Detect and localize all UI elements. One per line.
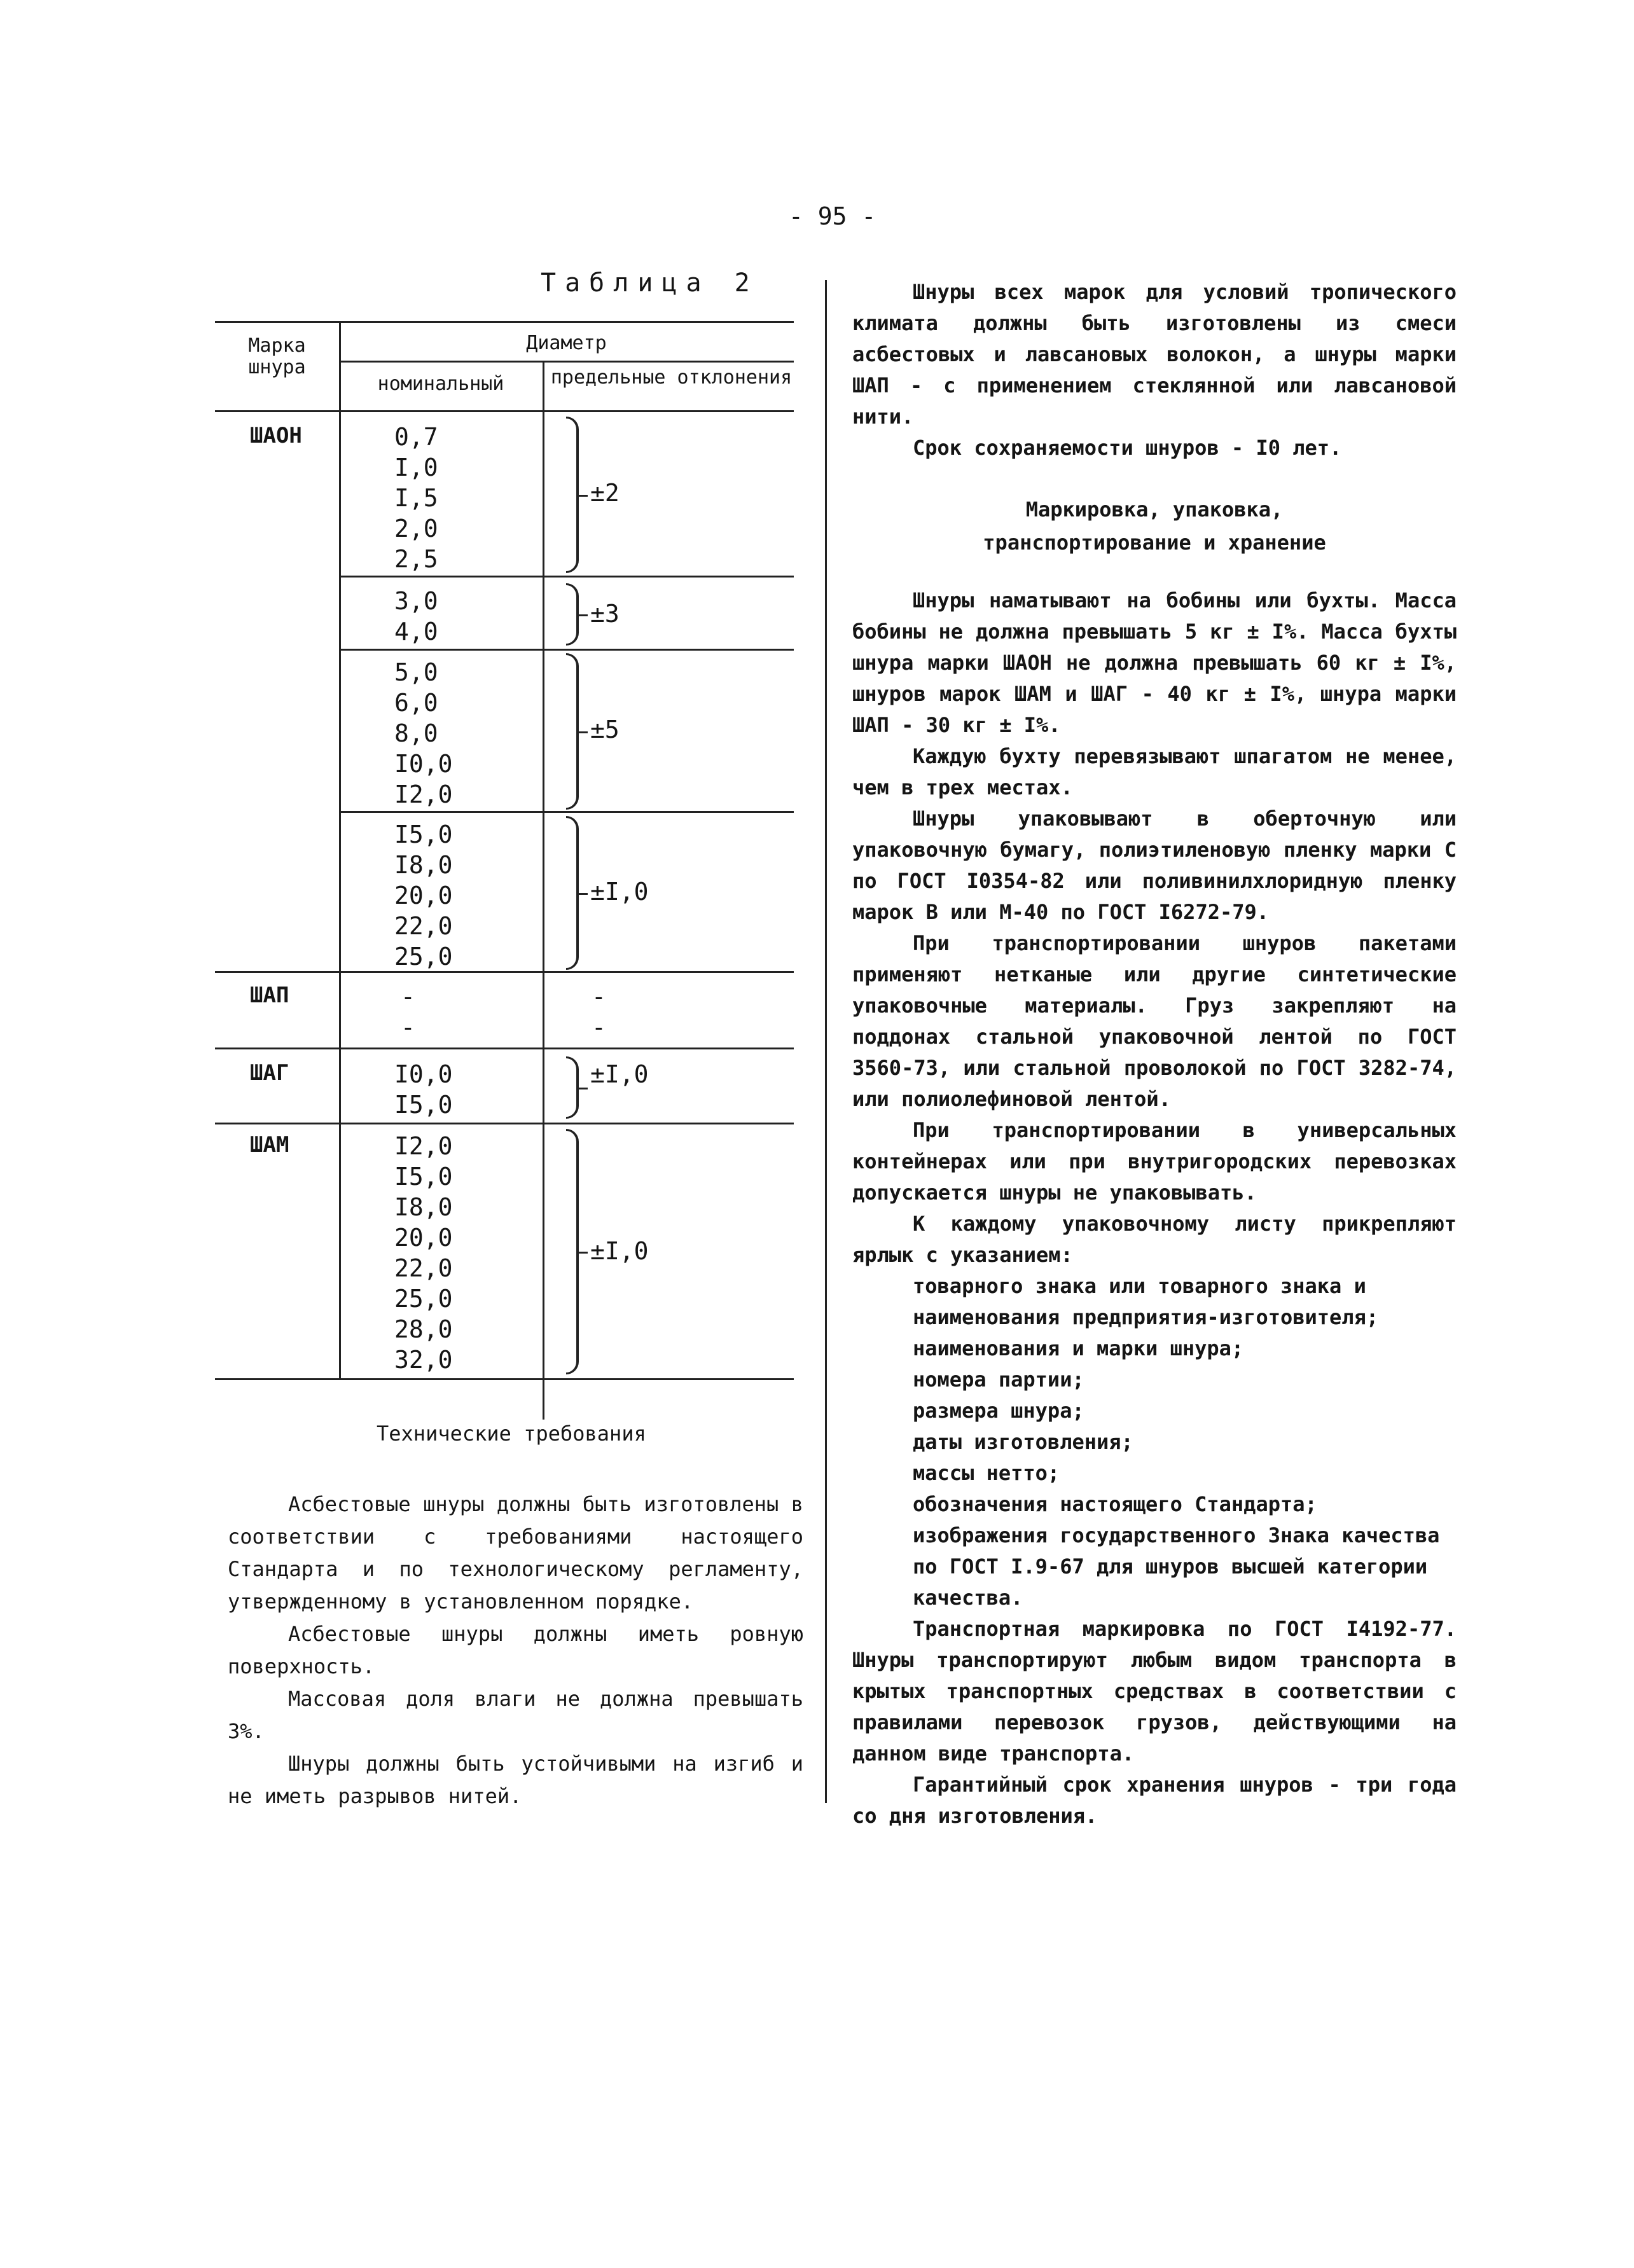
nominal-value: I8,0 <box>394 1193 453 1221</box>
nominal-value: I2,0 <box>394 780 453 808</box>
list-item: товарного знака или товарного знака и наименования предприятия-изготовителя; <box>913 1274 1379 1329</box>
page-number: - 95 - <box>789 202 876 230</box>
tolerance-value: ±3 <box>590 600 620 628</box>
nominal-value: 22,0 <box>394 912 453 940</box>
nominal-value: 8,0 <box>394 719 438 747</box>
tolerance-value: ±I,0 <box>590 1237 649 1265</box>
paragraph: Каждую бухту перевязывают шпагатом не менее, чем в трех местах. <box>852 744 1457 799</box>
climate-text <box>852 277 1457 464</box>
nominal-value: I8,0 <box>394 851 453 879</box>
brace-icon <box>566 1056 579 1119</box>
label-list <box>852 1271 1457 1614</box>
marking-text <box>852 585 1457 1832</box>
header-brand: Марка шнура <box>248 335 306 378</box>
table-nominal-divider <box>543 361 544 1420</box>
paragraph: Асбестовые шнуры должны быть изготовлены в соответствии с требованиями настоящего Стандарта и по технологическому регламенту, утвержденному в установленном порядке. <box>228 1492 803 1614</box>
nominal-value: 2,5 <box>394 545 438 573</box>
nominal-value: 20,0 <box>394 1224 453 1252</box>
nominal-value: 4,0 <box>394 618 438 646</box>
technical-requirements-text <box>228 1488 803 1813</box>
paragraph: При транспортировании шнуров пакетами применяют нетканые или другие синтетические упаковочные материалы. Груз закрепляют на поддонах стальной упаковочной лентой по ГОСТ 3560-73, или стальной проволокой по ГОСТ 3282-74, или полиолефиновой лентой. <box>852 931 1457 1111</box>
diameter-table <box>215 321 794 1380</box>
nominal-value: - <box>401 983 415 1011</box>
nominal-value: 28,0 <box>394 1315 453 1343</box>
nominal-value: I5,0 <box>394 1091 453 1119</box>
paragraph: Шнуры должны быть устойчивыми на изгиб и не иметь разрывов нитей. <box>228 1752 803 1808</box>
tolerance-value: ±I,0 <box>590 878 649 906</box>
brace-icon <box>566 653 579 810</box>
tolerance-value: ±2 <box>590 479 620 507</box>
paragraph: При транспортировании в универсальных контейнерах или при внутригородских перевозках допускается шнуры не упаковывать. <box>852 1118 1457 1205</box>
table-row-rule <box>215 1123 794 1124</box>
paragraph: Срок сохраняемости шнуров - I0 лет. <box>913 436 1342 460</box>
tolerance-value: - <box>592 1013 606 1041</box>
list-item: даты изготовления; <box>913 1430 1133 1454</box>
table-caption: Таблица 2 <box>541 268 759 298</box>
table-row-rule <box>215 1048 794 1049</box>
paragraph: Асбестовые шнуры должны иметь ровную поверхность. <box>228 1622 803 1678</box>
nominal-value: I0,0 <box>394 1060 453 1088</box>
nominal-value: 2,0 <box>394 515 438 543</box>
table-row-rule <box>339 811 794 813</box>
header-diameter: Диаметр <box>526 332 607 354</box>
nominal-value: 25,0 <box>394 1285 453 1313</box>
list-item: размера шнура; <box>913 1399 1084 1423</box>
header-deviation: предельные отклонения <box>550 366 793 389</box>
brand-cell: ШАП <box>250 983 289 1008</box>
nominal-value: - <box>401 1013 415 1041</box>
table-row-rule <box>339 576 794 577</box>
brand-cell: ШАМ <box>250 1132 289 1158</box>
table-bottom-rule <box>215 1378 794 1380</box>
list-item: обозначения настоящего Стандарта; <box>913 1492 1317 1516</box>
nominal-value: I,0 <box>394 453 438 481</box>
list-item: изображения государственного Знака качества по ГОСТ I.9-67 для шнуров высшей категории качества. <box>913 1523 1440 1610</box>
brand-cell: ШАГ <box>250 1060 289 1086</box>
nominal-value: I0,0 <box>394 750 453 778</box>
column-divider <box>825 280 827 1803</box>
table-row-rule <box>339 649 794 651</box>
nominal-value: 25,0 <box>394 943 453 971</box>
nominal-value: 6,0 <box>394 689 438 717</box>
table-header-subrule <box>339 361 794 363</box>
nominal-value: 5,0 <box>394 658 438 686</box>
table-brand-divider <box>339 321 341 1380</box>
nominal-value: I5,0 <box>394 1163 453 1191</box>
marking-heading-line: Маркировка, упаковка, <box>1025 497 1284 522</box>
technical-requirements-heading: Технические требования <box>377 1421 646 1446</box>
nominal-value: I2,0 <box>394 1132 453 1160</box>
list-item: наименования и марки шнура; <box>913 1336 1244 1360</box>
paragraph: Гарантийный срок хранения шнуров - три года со дня изготовления. <box>852 1773 1457 1828</box>
nominal-value: I5,0 <box>394 820 453 848</box>
nominal-value: 3,0 <box>394 587 438 615</box>
brace-icon <box>566 1129 579 1374</box>
table-top-rule <box>215 321 794 323</box>
tolerance-value: ±I,0 <box>590 1060 649 1088</box>
paragraph: Массовая доля влаги не должна превышать 3%. <box>228 1687 803 1743</box>
tolerance-value: ±5 <box>590 716 620 743</box>
list-item: массы нетто; <box>913 1461 1060 1485</box>
paragraph: Шнуры упаковывают в оберточную или упаковочную бумагу, полиэтиленовую пленку марки С по ГОСТ I0354-82 или поливинилхлоридную пленку марок В или М-40 по ГОСТ I6272-79. <box>852 806 1457 924</box>
brand-cell: ШАОН <box>250 423 302 448</box>
paragraph: Шнуры всех марок для условий тропического климата должны быть изготовлены из смеси асбестовых и лавсановых волокон, а шнуры марки ШАП - с применением стеклянной или лавсановой нити. <box>852 280 1457 429</box>
nominal-value: I,5 <box>394 484 438 512</box>
marking-heading <box>852 493 1457 559</box>
marking-heading-line: транспортирование и хранение <box>983 530 1326 555</box>
list-item: номера партии; <box>913 1367 1084 1392</box>
nominal-value: 20,0 <box>394 882 453 909</box>
table-row-rule <box>215 971 794 973</box>
brace-icon <box>566 583 579 646</box>
header-nominal: номинальный <box>377 373 504 395</box>
brace-icon <box>566 816 579 970</box>
table-header-rule <box>215 410 794 412</box>
paragraph: Транспортная маркировка по ГОСТ I4192-77. Шнуры транспортируют любым видом транспорта в крытых транспортных средствах в соответствии с правилами перевозок грузов, действующими на данном виде транспорта. <box>852 1617 1457 1766</box>
paragraph: К каждому упаковочному листу прикрепляют ярлык с указанием: <box>852 1212 1457 1267</box>
nominal-value: 0,7 <box>394 423 438 451</box>
brace-icon <box>566 417 579 573</box>
paragraph: Шнуры наматывают на бобины или бухты. Масса бобины не должна превышать 5 кг ± I%. Масса бухты шнура марки ШАОН не должна превышать 60 кг ± I%, шнуров марок ШАМ и ШАГ - 40 кг ± I%, шнура марки ШАП - 30 кг ± I%. <box>852 588 1457 737</box>
nominal-value: 22,0 <box>394 1254 453 1282</box>
nominal-value: 32,0 <box>394 1346 453 1374</box>
tolerance-value: - <box>592 983 606 1011</box>
